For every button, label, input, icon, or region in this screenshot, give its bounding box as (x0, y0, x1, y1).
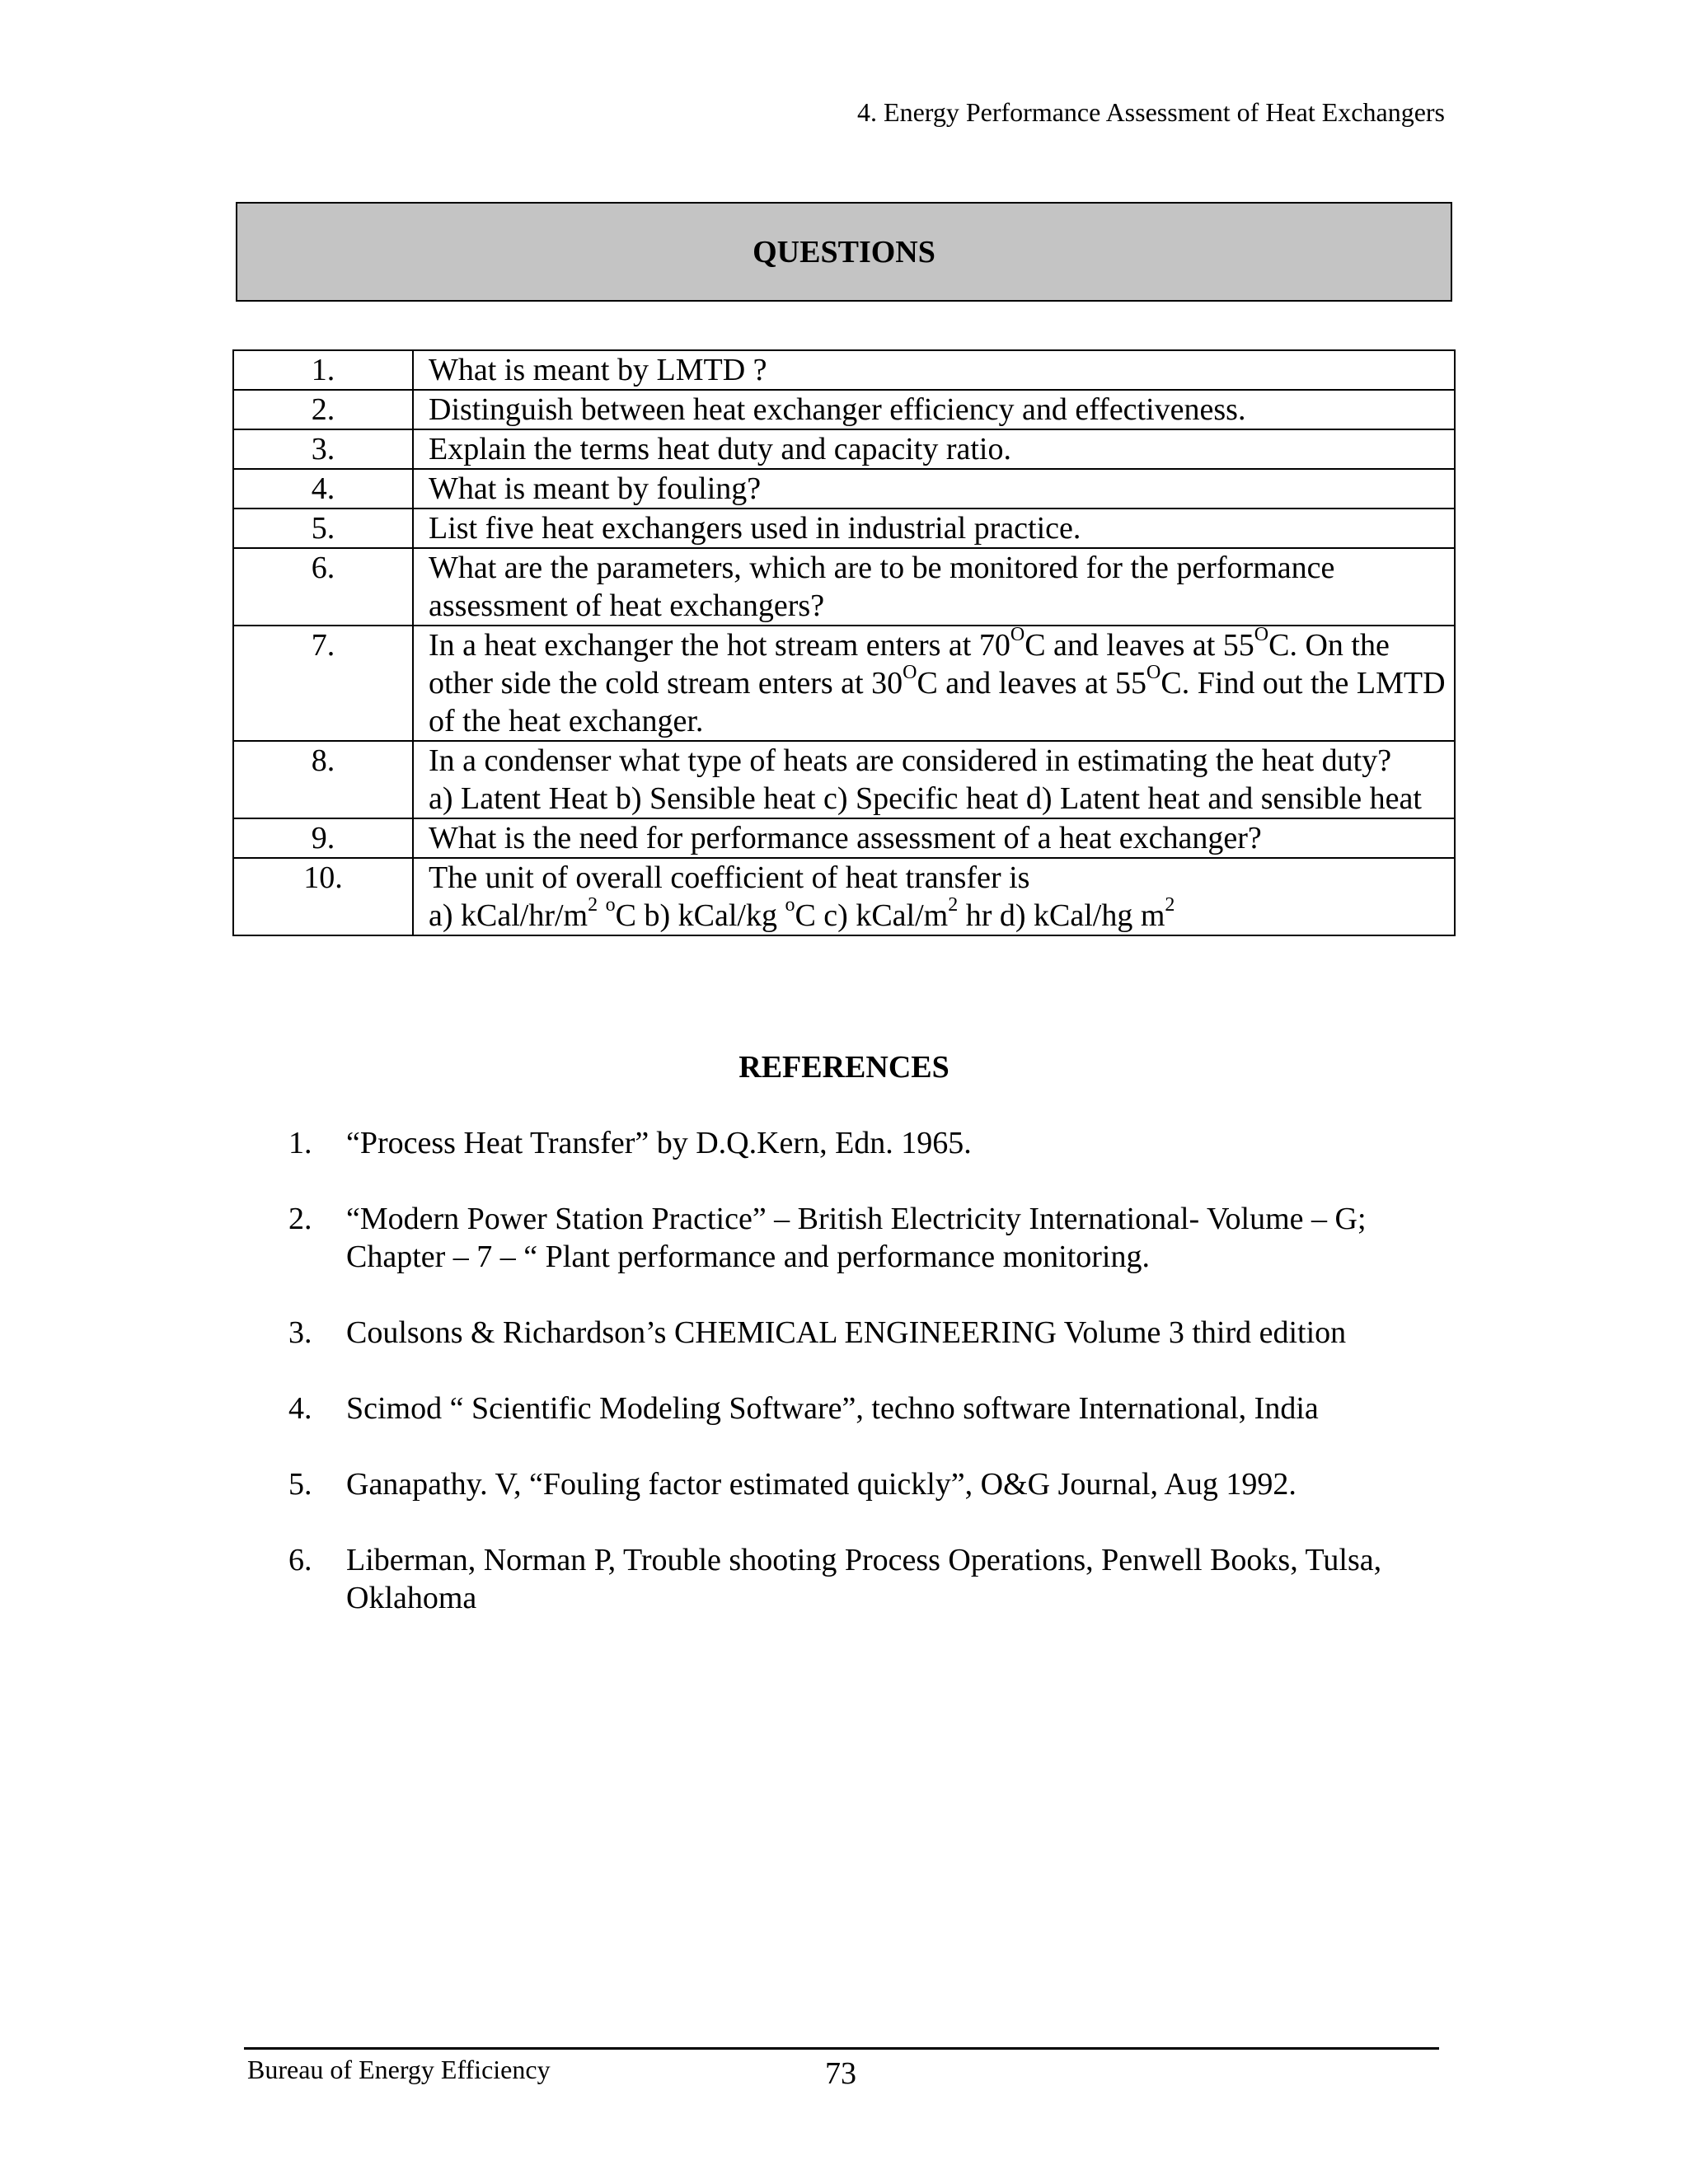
question-row (233, 858, 1455, 935)
question-number: 2. (233, 390, 413, 429)
text-run: C. On the other side the cold stream enters at 30 (429, 628, 1390, 701)
question-row (233, 469, 1455, 509)
degree-mark: O (1254, 624, 1269, 645)
question-number: 7. (233, 626, 413, 741)
reference-item (288, 1314, 1459, 1352)
question-row (233, 350, 1455, 390)
question-number: 1. (233, 350, 413, 390)
question-text: What are the parameters, which are to be monitored for the performance assessment of heat exchangers? (413, 548, 1455, 626)
question-row (233, 390, 1455, 429)
degree-mark: O (903, 662, 917, 683)
reference-number: 2. (288, 1202, 312, 1236)
question-text: List five heat exchangers used in industrial practice. (413, 509, 1455, 548)
text-run: a) kCal/hr/m (429, 898, 588, 933)
question-options: a) Latent Heat b) Sensible heat c) Specific heat d) Latent heat and sensible heat (429, 781, 1422, 816)
reference-item (288, 1200, 1459, 1276)
question-number: 5. (233, 509, 413, 548)
reference-number: 4. (288, 1391, 312, 1426)
degree-mark: O (1146, 662, 1161, 683)
text-run: C and leaves at 55 (917, 666, 1147, 701)
questions-table (232, 349, 1456, 936)
text-run: C and leaves at 55 (1025, 628, 1254, 663)
question-text: What is meant by fouling? (413, 469, 1455, 509)
question-number: 9. (233, 818, 413, 858)
question-text: Distinguish between heat exchanger efficiency and effectiveness. (413, 390, 1455, 429)
question-text: What is the need for performance assessment of a heat exchanger? (413, 818, 1455, 858)
reference-text: Scimod “ Scientific Modeling Software”, techno software International, India (346, 1391, 1319, 1426)
reference-text: Liberman, Norman P, Trouble shooting Process Operations, Penwell Books, Tulsa, Oklahoma (346, 1543, 1382, 1615)
reference-number: 3. (288, 1315, 312, 1350)
reference-item (288, 1541, 1459, 1617)
question-row (233, 818, 1455, 858)
reference-text: Ganapathy. V, “Fouling factor estimated quickly”, O&G Journal, Aug 1992. (346, 1467, 1296, 1502)
page-number: 73 (825, 2056, 856, 2091)
text-run: C b) kCal/kg (615, 898, 785, 933)
question-text: Explain the terms heat duty and capacity ratio. (413, 429, 1455, 469)
question-text (413, 741, 1455, 818)
questions-heading: QUESTIONS (753, 234, 935, 269)
question-number: 4. (233, 469, 413, 509)
reference-item (288, 1124, 1459, 1162)
reference-text: Coulsons & Richardson’s CHEMICAL ENGINEERING Volume 3 third edition (346, 1315, 1347, 1350)
question-text: What is meant by LMTD ? (413, 350, 1455, 390)
superscript: 2 (1165, 894, 1175, 916)
references-heading: REFERENCES (738, 1050, 950, 1085)
text-run (598, 898, 606, 933)
reference-item (288, 1465, 1459, 1503)
footer-rule (244, 2047, 1439, 2050)
degree-mark: o (605, 894, 616, 916)
text-run: In a heat exchanger the hot stream enters at 70 (429, 628, 1010, 663)
question-row (233, 548, 1455, 626)
text-run: C c) kCal/m (795, 898, 949, 933)
footer-organization: Bureau of Energy Efficiency (247, 2055, 551, 2084)
superscript: 2 (948, 894, 959, 916)
question-stem: The unit of overall coefficient of heat transfer is (429, 860, 1030, 895)
question-stem: In a condenser what type of heats are considered in estimating the heat duty? (429, 743, 1392, 778)
references-list (288, 1124, 1459, 1655)
running-header: 4. Energy Performance Assessment of Heat Exchangers (857, 97, 1445, 127)
degree-mark: O (1010, 624, 1025, 645)
question-row (233, 626, 1455, 741)
superscript: 2 (588, 894, 598, 916)
text-run: C. Find out the LMTD of the heat exchanger. (429, 666, 1446, 738)
reference-number: 5. (288, 1467, 312, 1502)
text-run: hr d) kCal/hg m (958, 898, 1165, 933)
question-row (233, 741, 1455, 818)
reference-number: 6. (288, 1543, 312, 1577)
question-text (413, 858, 1455, 935)
reference-text: “Modern Power Station Practice” – British Electricity International- Volume – G; Chapter – 7 – “ Plant performance and performance monitoring. (346, 1202, 1367, 1274)
reference-text: “Process Heat Transfer” by D.Q.Kern, Edn. 1965. (346, 1126, 972, 1160)
questions-heading-box (236, 202, 1452, 302)
reference-number: 1. (288, 1126, 312, 1160)
question-number: 8. (233, 741, 413, 818)
degree-mark: o (785, 894, 795, 916)
question-row (233, 429, 1455, 469)
question-row (233, 509, 1455, 548)
question-number: 3. (233, 429, 413, 469)
reference-item (288, 1390, 1459, 1427)
question-options (429, 894, 1446, 935)
question-number: 10. (233, 858, 413, 935)
question-number: 6. (233, 548, 413, 626)
question-text (413, 626, 1455, 741)
